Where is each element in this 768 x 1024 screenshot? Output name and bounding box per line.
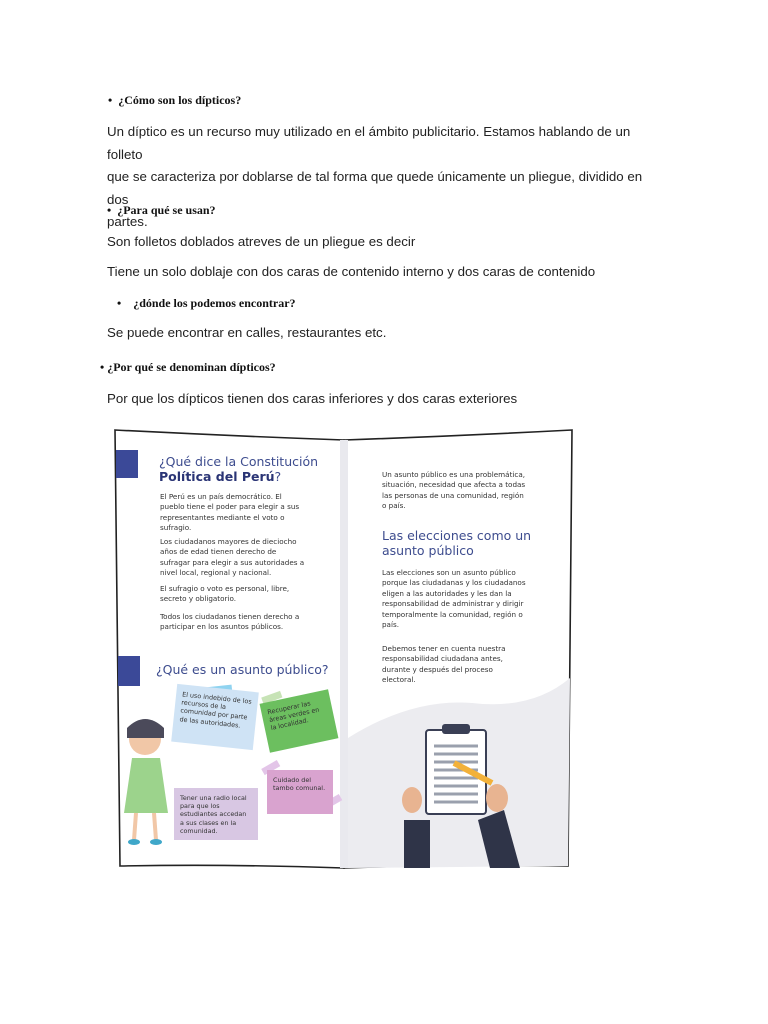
accent-block (118, 656, 140, 686)
brochure-left-title: ¿Qué dice la Constitución Política del Perú? (159, 454, 319, 484)
bullet: • (117, 296, 122, 310)
question-text: ¿Para qué se usan? (117, 203, 216, 217)
bullet: • (108, 93, 113, 107)
bullet: • (107, 203, 112, 217)
sticky-note: Cuidado del tambo comunal. (267, 770, 333, 814)
brochure-left-paragraph: Los ciudadanos mayores de dieciocho años de edad tienen derecho de sufragar para elegir a sus autoridades a nivel local, regional y nacional. (160, 537, 305, 578)
answer-line: que se caracteriza por doblarse de tal forma que quede únicamente un pliegue, dividido en dos (107, 169, 643, 207)
answer-paragraph: Tiene un solo doblaje con dos caras de contenido interno y dos caras de contenido (107, 264, 596, 279)
brochure-right-intro: Un asunto público es una problemática, situación, necesidad que afecta a todas las personas de una comunidad, región o país. (382, 470, 526, 511)
sticky-note: Tener una radio local para que los estudiantes accedan a sus clases en la comunidad. (174, 788, 258, 840)
answer-line: Un díptico es un recurso muy utilizado en el ámbito publicitario. Estamos hablando de un folleto (107, 124, 631, 162)
question-text: ¿Cómo son los dípticos? (118, 93, 242, 107)
accent-block (116, 450, 138, 478)
brochure-left-paragraph: El Perú es un país democrático. El pueblo tiene el poder para elegir a sus representantes mediante el voto o sufragio. (160, 492, 300, 533)
question-heading (100, 360, 276, 375)
question-heading (107, 203, 216, 218)
brochure-right-paragraph: Las elecciones son un asunto público porque las ciudadanas y los ciudadanos eligen a las autoridades y les dan la responsabilidad de administrar y dirigir temporalmente la comunidad, región o país. (382, 568, 526, 630)
question-text: ¿Por qué se denominan dípticos? (107, 360, 276, 374)
brochure-left-subtitle: ¿Qué es un asunto público? (156, 662, 329, 677)
sticky-note: El uso indebido de los recursos de la comunidad por parte de las autoridades. (171, 684, 259, 750)
diptych-brochure-image (112, 428, 574, 870)
answer-paragraph: Por que los dípticos tienen dos caras inferiores y dos caras exteriores (107, 391, 518, 406)
bullet: • (100, 360, 105, 374)
question-text: ¿dónde los podemos encontrar? (133, 296, 296, 310)
answer-line: partes. (107, 214, 148, 229)
brochure-right-paragraph: Debemos tener en cuenta nuestra responsabilidad ciudadana antes, durante y después del proceso electoral. (382, 644, 506, 685)
brochure-right-title: Las elecciones como un asunto público (382, 528, 532, 558)
brochure-left-paragraph: Todos los ciudadanos tienen derecho a participar en los asuntos públicos. (160, 612, 300, 632)
answer-paragraph: Son folletos doblados atreves de un pliegue es decir (107, 234, 416, 249)
question-heading (108, 93, 241, 108)
answer-paragraph: Se puede encontrar en calles, restaurantes etc. (107, 325, 387, 340)
brochure-left-paragraph: El sufragio o voto es personal, libre, secreto y obligatorio. (160, 584, 290, 604)
sticky-note: Recuperar las áreas verdes en la localidad. (260, 689, 339, 752)
question-heading (117, 296, 296, 311)
